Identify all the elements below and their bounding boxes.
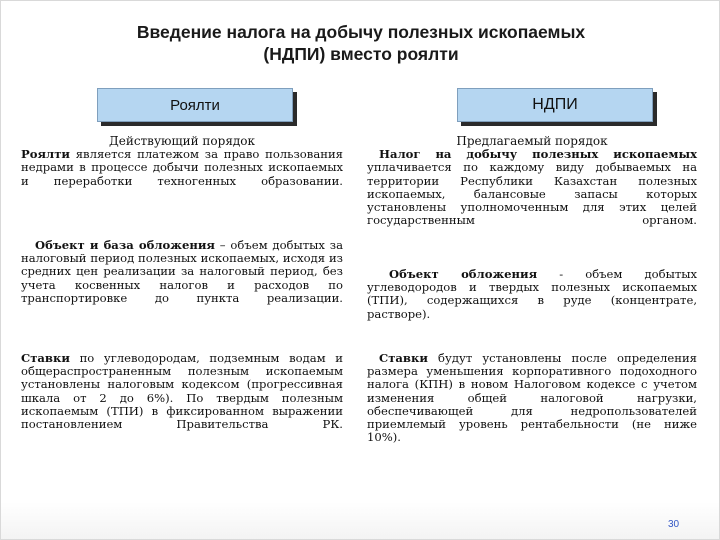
royalty-current-order bbox=[21, 135, 343, 201]
slide-title-line-2: (НДПИ) вместо роялти bbox=[263, 44, 459, 64]
left-paragraph-1 bbox=[21, 148, 343, 201]
royalty-header: Роялти bbox=[97, 88, 293, 122]
left-p2-lead: Объект и база обложения bbox=[35, 238, 215, 252]
right-subheading: Предлагаемый порядок bbox=[456, 134, 608, 148]
left-p2-text: – объем добытых за налоговый период полезных ископаемых, исходя из средних цен реализации за налоговый период, без учета косвенных налогов и расходов по транспортировке до пункта реализации. bbox=[21, 238, 343, 305]
slide-title-line-1: Введение налога на добычу полезных ископаемых bbox=[136, 22, 586, 42]
page-number: 30 bbox=[668, 519, 680, 530]
right-p3-lead: Ставки bbox=[379, 351, 428, 365]
right-paragraph-2 bbox=[367, 268, 697, 334]
left-p1-lead: Роялти bbox=[21, 147, 70, 162]
royalty-tax-base bbox=[21, 239, 343, 318]
right-p2-lead: Объект обложения bbox=[389, 267, 538, 281]
left-subheading: Действующий порядок bbox=[108, 134, 256, 148]
right-paragraph-3 bbox=[367, 352, 697, 458]
right-p1-text: уплачивается по каждому виду добываемых на территории Республики Казахстан полезных ископаемых, балансовые запасы которых установлены уполномоченным для этих целей государственным органом. bbox=[367, 160, 697, 228]
left-p3-text: по углеводородам, подземным водам и общераспространенным полезным ископаемым установлены налоговым кодексом (прогрессивная шкала от 2 до 6%). По твердым полезным ископаемым (ТПИ) в фиксированном выражении постановлением Правительства РК. bbox=[21, 351, 343, 432]
ndpi-header: НДПИ bbox=[457, 88, 653, 122]
left-paragraph-3 bbox=[21, 352, 343, 444]
left-paragraph-2 bbox=[21, 239, 343, 318]
ndpi-proposed-order bbox=[367, 135, 697, 241]
ndpi-rates bbox=[367, 352, 697, 458]
right-p3-text: будут установлены после определения размера уменьшения корпоративного подоходного налога (КПН) в новом Налоговом кодексе с учетом изменения общей налоговой нагрузки, обеспечивающей для недропользователей приемлемый уровень рентабельности (не ниже 10%). bbox=[367, 351, 697, 445]
right-p2-text: - объем добытых углеводородов и твердых полезных ископаемых (ТПИ), содержащихся в руде (концентрате, растворе). bbox=[367, 267, 697, 321]
left-p3-lead: Ставки bbox=[21, 351, 70, 365]
right-p1-lead: Налог на добычу полезных ископаемых bbox=[379, 147, 697, 162]
ndpi-tax-object bbox=[367, 268, 697, 334]
right-paragraph-1 bbox=[367, 148, 697, 240]
slide-title bbox=[41, 21, 681, 65]
left-p1-text: является платежом за право пользования недрами в процессе добычи полезных ископаемых и переработки техногенных образовании. bbox=[21, 147, 343, 188]
royalty-rates bbox=[21, 352, 343, 444]
